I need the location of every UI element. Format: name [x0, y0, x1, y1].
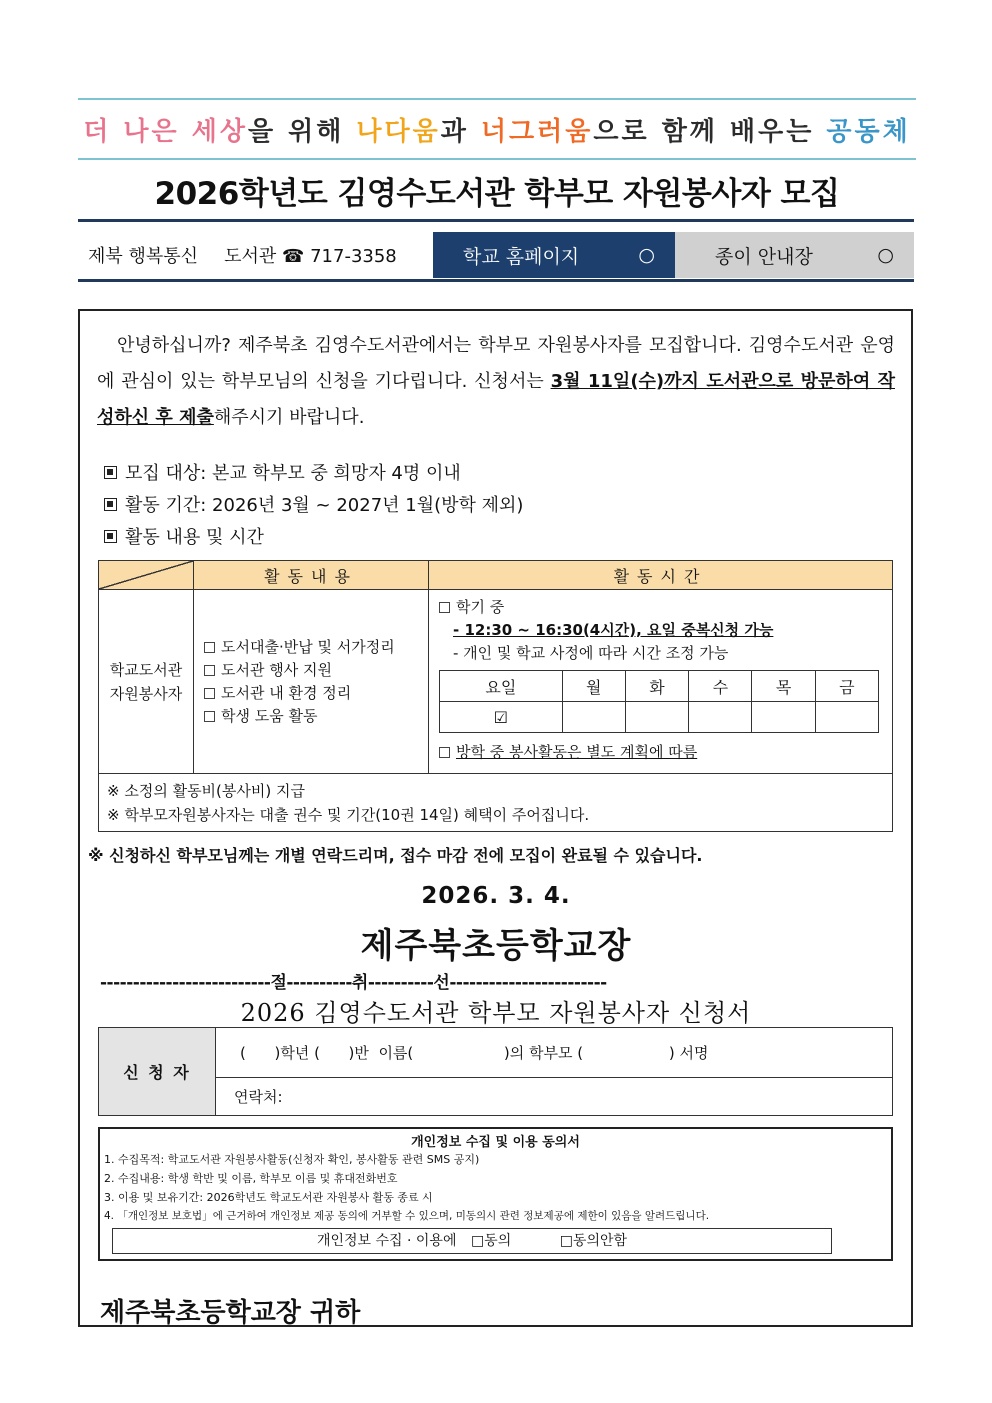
activity-item — [204, 636, 428, 659]
row-label-cell — [99, 590, 194, 774]
privacy-item: 1. 수집목적: 학교도서관 자원봉사활동(신청자 확인, 봉사활동 관련 SMS 공지) — [104, 1153, 480, 1166]
square-bullet-icon — [104, 466, 117, 479]
weekday-mon: 월 — [562, 671, 625, 702]
disagree-checkbox[interactable]: □동의안함 — [559, 1233, 628, 1249]
issue-date: 2026. 3. 4. — [421, 883, 571, 909]
signature-field[interactable]: ) 서명 — [668, 1044, 709, 1062]
weekday-table — [439, 670, 879, 733]
student-name-field[interactable]: 이름( — [378, 1044, 414, 1062]
applicant-label: 신 청 자 — [99, 1028, 216, 1116]
checkbox-icon — [204, 688, 215, 699]
weekday-tue: 화 — [625, 671, 688, 702]
consent-label: 개인정보 수집 · 이용에 — [316, 1233, 457, 1249]
check-icon: ☑ — [440, 702, 563, 733]
application-notice: ※ 신청하신 학부모님께는 개별 연락드리며, 접수 마감 전에 모집이 완료될 수 있습니다. — [88, 846, 703, 865]
cut-line-part: ------------------------ — [449, 973, 607, 993]
activity-list-cell — [194, 590, 429, 774]
semester-label: 학기 중 — [456, 598, 505, 616]
consent-row — [112, 1228, 832, 1254]
square-bullet-icon — [104, 498, 117, 511]
addressed-to-principal: 제주북초등학교장 귀하 — [100, 1298, 361, 1328]
parent-name-field[interactable]: )의 학부모 ( — [503, 1044, 584, 1062]
intro-text-end: 해주시기 바랍니다. — [213, 407, 365, 428]
activity-label: 도서대출·반납 및 서가정리 — [221, 637, 395, 656]
day-check-cell[interactable] — [689, 702, 752, 733]
homepage-cell — [433, 232, 675, 278]
distribution-info-bar — [78, 232, 914, 278]
time-cell — [429, 590, 893, 774]
intro-paragraph — [97, 328, 895, 436]
weekday-fri: 금 — [815, 671, 878, 702]
footnote-cell — [99, 774, 893, 832]
slogan-part: 으로 함께 배우는 — [593, 116, 827, 147]
checkbox-icon — [204, 711, 215, 722]
bullet-text: 활동 기간: 2026년 3월 ~ 2027년 1월(방학 제외) — [125, 495, 524, 516]
bullet-activity — [104, 523, 264, 549]
checkbox-icon — [204, 665, 215, 676]
diagonal-header-cell — [99, 561, 194, 590]
header-activity: 활동내용 — [194, 561, 429, 590]
slogan-part: 을 위해 — [247, 116, 357, 147]
cut-line-part: ----------취 — [286, 973, 368, 993]
paper-cell — [675, 232, 914, 278]
day-check-cell[interactable] — [562, 702, 625, 733]
day-check-cell[interactable] — [625, 702, 688, 733]
document-title: 2026학년도 김영수도서관 학부모 자원봉사자 모집 — [154, 176, 840, 212]
semester-line — [439, 596, 882, 618]
activity-item — [204, 705, 428, 728]
class-field[interactable]: ( )반 — [314, 1044, 369, 1062]
cut-line-part: --------------------------절 — [100, 973, 287, 993]
activity-label: 학생 도움 활동 — [221, 706, 318, 725]
privacy-item: 4. 「개인정보 보호법」에 근거하여 개인정보 제공 동의에 거부할 수 있으며, 미동의시 관련 정보제공에 제한이 있음을 알려드립니다. — [104, 1210, 710, 1222]
activity-label: 도서관 내 환경 정리 — [221, 683, 352, 702]
agree-checkbox[interactable]: □동의 — [470, 1233, 512, 1249]
paper-label: 종이 안내장 — [715, 245, 813, 268]
homepage-circle-icon: ○ — [638, 244, 655, 266]
slogan-part: 공동체 — [826, 116, 911, 147]
slogan-part: 과 — [440, 116, 481, 147]
newsletter-label: 제북 행복통신 — [88, 246, 199, 267]
day-check-cell[interactable] — [815, 702, 878, 733]
bullet-recruit-target — [104, 459, 461, 485]
title-divider — [78, 219, 914, 222]
footnote: ※ 소정의 활동비(봉사비) 지급 — [107, 781, 305, 800]
bullet-text: 모집 대상: 본교 학부모 중 희망자 4명 이내 — [125, 463, 461, 484]
vacation-line — [439, 741, 882, 763]
contact-cell — [78, 232, 433, 278]
applicant-info-row[interactable] — [216, 1028, 893, 1078]
homepage-label: 학교 홈페이지 — [463, 245, 580, 268]
contact-field[interactable]: 연락처: — [216, 1078, 893, 1116]
activity-item — [204, 682, 428, 705]
activity-item — [204, 659, 428, 682]
principal-signature: 제주북초등학교장 — [360, 926, 632, 966]
slogan-part: 나다움 — [356, 116, 441, 147]
paper-circle-icon: ○ — [877, 244, 894, 266]
header-time: 활동시간 — [429, 561, 893, 590]
footnote: ※ 학부모자원봉사자는 대출 권수 및 기간(10권 14일) 혜택이 주어집니다. — [107, 805, 590, 824]
slogan-part: 너그러움 — [480, 116, 594, 147]
activity-label: 도서관 행사 지원 — [221, 660, 332, 679]
deadline-emphasis: 3월 11일(수)까지 도서관으로 방문하여 작성하신 후 제출 — [97, 371, 895, 428]
slogan-part: 더 나은 세상 — [83, 116, 248, 147]
checkbox-icon — [439, 747, 450, 758]
grade-field[interactable]: ( )학년 — [240, 1044, 310, 1062]
privacy-heading: 개인정보 수집 및 이용 동의서 — [411, 1135, 580, 1150]
checkbox-icon — [204, 642, 215, 653]
applicant-table — [98, 1027, 893, 1116]
activity-table — [98, 560, 893, 832]
library-phone: 도서관 ☎ 717-3358 — [224, 246, 397, 267]
row-label-line: 자원봉사자 — [109, 684, 183, 703]
school-slogan — [78, 98, 916, 160]
day-check-cell[interactable] — [752, 702, 815, 733]
privacy-item: 2. 수집내용: 학생 학반 및 이름, 학부모 이름 및 휴대전화번호 — [104, 1172, 398, 1185]
cut-line — [100, 968, 893, 993]
weekday-thu: 목 — [752, 671, 815, 702]
checkbox-icon — [439, 602, 450, 613]
application-form-title: 2026 김영수도서관 학부모 자원봉사자 신청서 — [240, 999, 752, 1027]
weekday-wed: 수 — [689, 671, 752, 702]
time-note: - 개인 및 학교 사정에 따라 시간 조정 가능 — [453, 644, 729, 662]
info-divider — [78, 279, 914, 282]
square-bullet-icon — [104, 530, 117, 543]
weekday-header: 요일 — [440, 671, 563, 702]
privacy-item: 3. 이용 및 보유기간: 2026학년도 학교도서관 자원봉사 활동 종료 시 — [104, 1191, 433, 1204]
cut-line-part: ----------선 — [367, 973, 450, 993]
bullet-period — [104, 491, 523, 517]
row-label-line: 학교도서관 — [109, 660, 183, 679]
intro-text: 안녕하십니까? 제주북초 김영수도서관에서는 학부모 자원봉사자를 모집합니다. 김영수도서관 운영에 관심이 있는 학부모님의 신청을 기다립니다. 신청서는 — [97, 335, 895, 392]
bullet-text: 활동 내용 및 시간 — [125, 527, 264, 548]
time-main: - 12:30 ~ 16:30(4시간), 요일 중복신청 가능 — [453, 621, 774, 639]
vacation-label: 방학 중 봉사활동은 별도 계획에 따름 — [456, 743, 698, 761]
